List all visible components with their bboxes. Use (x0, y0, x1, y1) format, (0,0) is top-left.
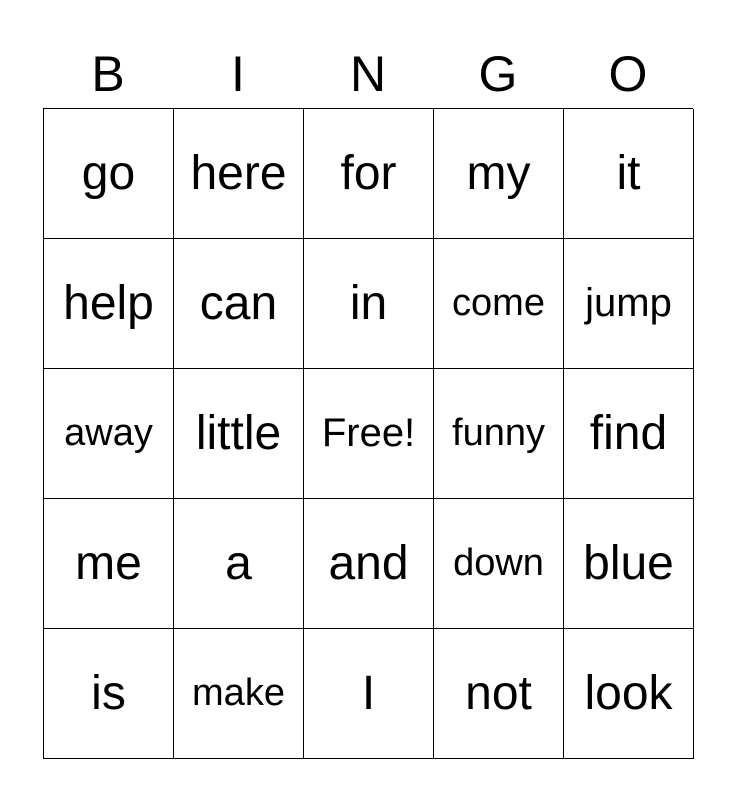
bingo-cell[interactable]: look (564, 629, 694, 759)
bingo-cell[interactable]: I (304, 629, 434, 759)
header-letter-n: N (349, 46, 387, 102)
header-letter-g: G (478, 46, 518, 102)
bingo-cell[interactable]: my (434, 109, 564, 239)
bingo-cell[interactable]: go (44, 109, 174, 239)
bingo-cell[interactable]: funny (434, 369, 564, 499)
bingo-cell[interactable]: it (564, 109, 694, 239)
bingo-cell[interactable]: me (44, 499, 174, 629)
bingo-cell[interactable]: find (564, 369, 694, 499)
bingo-grid (43, 108, 693, 759)
bingo-cell[interactable]: a (174, 499, 304, 629)
bingo-cell[interactable]: come (434, 239, 564, 369)
bingo-header (43, 40, 693, 108)
bingo-cell[interactable]: can (174, 239, 304, 369)
bingo-cell[interactable]: help (44, 239, 174, 369)
bingo-cell[interactable]: down (434, 499, 564, 629)
bingo-cell[interactable]: and (304, 499, 434, 629)
bingo-cell[interactable]: jump (564, 239, 694, 369)
header-letter-b: B (91, 46, 125, 102)
bingo-cell[interactable]: make (174, 629, 304, 759)
bingo-cell[interactable]: not (434, 629, 564, 759)
free-space-cell[interactable]: Free! (304, 369, 434, 499)
bingo-cell[interactable]: is (44, 629, 174, 759)
bingo-cell[interactable]: blue (564, 499, 694, 629)
header-letter-o: O (608, 46, 648, 102)
header-letter-i: I (231, 46, 245, 102)
bingo-cell[interactable]: here (174, 109, 304, 239)
bingo-cell[interactable]: away (44, 369, 174, 499)
bingo-cell[interactable]: for (304, 109, 434, 239)
bingo-cell[interactable]: little (174, 369, 304, 499)
bingo-card (43, 40, 693, 759)
bingo-cell[interactable]: in (304, 239, 434, 369)
